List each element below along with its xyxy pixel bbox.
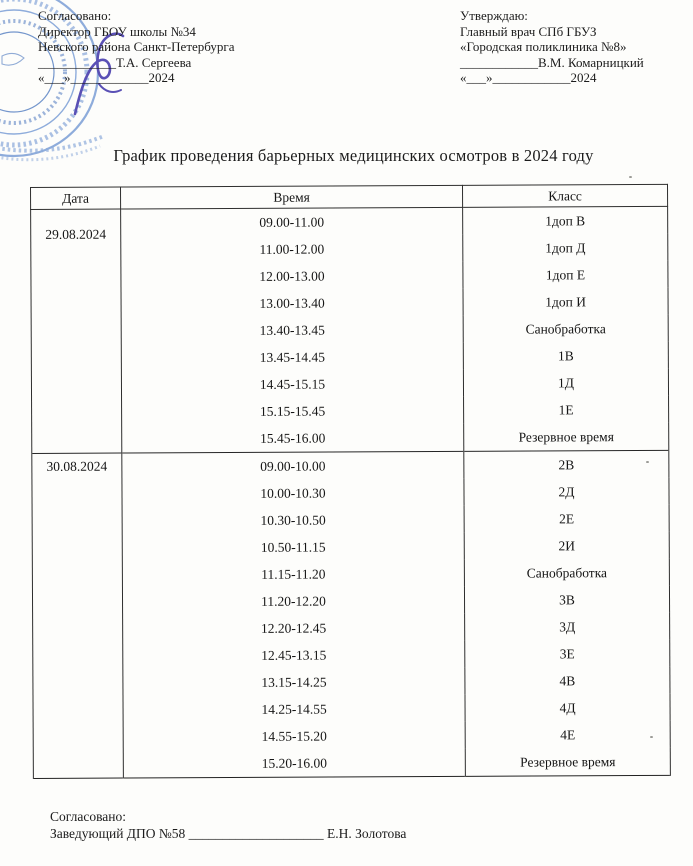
approval-line: Утверждаю: [460,8,528,23]
schedule-table-wrap [30,184,670,779]
table-row [32,423,669,454]
time-cell: 09.00-11.00 [121,207,463,236]
class-cell: 2В [464,450,669,479]
time-cell: 13.00-13.40 [121,289,463,318]
time-cell: 11.00-12.00 [121,235,463,264]
table-row [33,721,670,751]
table-row [31,369,668,399]
class-cell: 2И [464,532,669,560]
date-cell: 30.08.2024 [32,453,124,778]
class-cell: Санобработка [464,559,669,587]
time-cell: 11.20-12.20 [122,587,464,616]
class-cell: 1В [463,342,668,370]
approval-signature-line: ____________Т.А. Сергеева [38,54,192,70]
approval-date-line: «___»____________2024 [38,70,175,86]
table-row [33,694,670,724]
time-cell: 11.15-11.20 [122,560,464,589]
header-date: Дата [31,187,121,209]
table-row [33,613,670,643]
footer-signature-line: Заведующий ДПО №58 ____________________ Е.Н. Золотова [50,826,407,841]
approval-block-left [38,8,235,86]
page-title: График проведения барьерных медицинских осмотров в 2024 году [113,146,594,165]
class-cell: 1Д [463,369,668,397]
table-row [32,450,669,481]
approval-line: Согласовано: [38,8,112,23]
time-cell: 12.00-13.00 [121,262,463,291]
class-cell: 3Д [465,613,670,641]
time-cell: 10.30-10.50 [122,506,464,535]
class-cell: Резервное время [464,423,669,452]
class-cell: Санобработка [463,315,668,343]
table-row [31,234,668,264]
date-block-1 [31,206,669,453]
table-row [32,532,669,562]
date-cell: 29.08.2024 [31,209,122,453]
table-row [33,748,670,779]
time-cell: 14.25-14.55 [123,695,465,724]
approval-block-right [460,8,644,86]
table-row [33,640,670,670]
class-cell: 4В [465,667,670,695]
time-cell: 13.45-14.45 [121,343,463,372]
table-header-row [31,184,668,209]
class-cell: 1доп В [463,206,668,235]
class-cell: 3В [464,586,669,614]
class-cell: Резервное время [465,748,670,777]
date-block-2 [32,450,671,778]
time-cell: 15.15-15.45 [122,397,464,426]
time-cell: 10.00-10.30 [122,479,464,508]
approval-line: «Городская поликлиника №8» [460,39,627,55]
table-row [32,559,669,589]
time-cell: 12.45-13.15 [123,641,465,670]
time-cell: 09.00-10.00 [122,451,464,480]
class-cell: 1Е [464,396,669,424]
table-row [31,315,668,345]
time-cell: 12.20-12.45 [123,614,465,643]
class-cell: 4Д [465,694,670,722]
time-cell: 13.15-14.25 [123,668,465,697]
table-row [31,261,668,291]
header-time: Время [121,185,463,209]
table-row [31,342,668,372]
class-cell: 3Е [465,640,670,668]
class-cell: 1доп И [463,288,668,316]
approval-line: Директор ГБОУ школы №34 [38,23,196,39]
approval-date-line: «___»____________2024 [460,70,597,86]
time-cell: 10.50-11.15 [122,533,464,562]
class-cell: 1доп Е [463,261,668,289]
table-row [33,667,670,697]
approval-signature-line: ____________В.М. Комарницкий [460,54,644,70]
header-class: Класс [462,184,667,207]
class-cell: 2Е [464,505,669,533]
table-row [31,288,668,318]
class-cell: 1доп Д [463,234,668,262]
class-cell: 4Е [465,721,670,749]
class-cell: 2Д [464,478,669,506]
table-row [32,478,669,508]
time-cell: 15.45-16.00 [122,424,464,453]
footer-agreement [50,808,406,842]
table-row [31,206,668,237]
table-row [32,396,669,426]
schedule-table [30,184,671,779]
approval-line: Невского района Санкт-Петербурга [38,39,235,55]
time-cell: 15.20-16.00 [123,749,465,778]
footer-agreed-label: Согласовано: [50,809,126,824]
table-row [32,586,669,616]
scan-speck [629,176,632,178]
table-row [32,505,669,535]
time-cell: 14.55-15.20 [123,722,465,751]
time-cell: 13.40-13.45 [121,316,463,345]
approval-line: Главный врач СПб ГБУЗ [460,23,597,39]
time-cell: 14.45-15.15 [121,370,463,399]
